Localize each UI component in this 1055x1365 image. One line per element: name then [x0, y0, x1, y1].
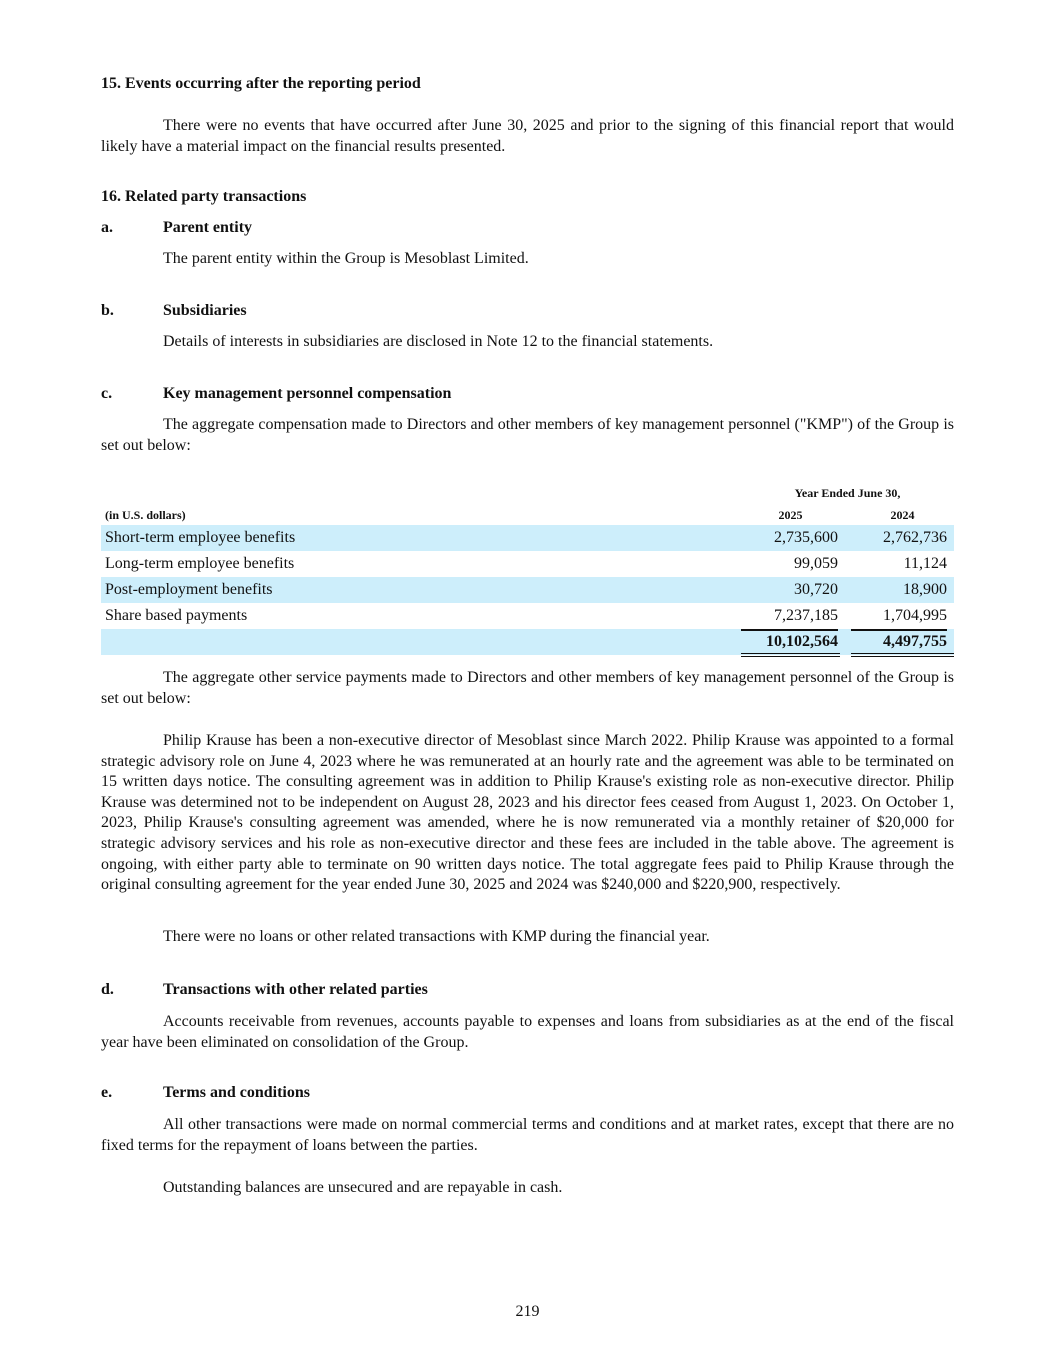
kmp-intro-paragraph: The aggregate compensation made to Directors and other members of key management personnel ("KMP") of the Group is set out below: [101, 416, 954, 454]
year-ended-header: Year Ended June 30, [794, 486, 901, 500]
subsection-e-text-2: Outstanding balances are unsecured and are repayable in cash. [163, 1179, 563, 1196]
subsection-letter: b. [101, 302, 114, 319]
section-15-paragraph: There were no events that have occurred after June 30, 2025 and prior to the signing of this financial report that would likely have a material impact on the financial results presented. [101, 117, 954, 155]
subsection-title: Key management personnel compensation [163, 385, 452, 402]
row-label: Post-employment benefits [105, 581, 273, 598]
subsection-title: Transactions with other related parties [163, 981, 428, 998]
total-2024: 4,497,755 [851, 629, 947, 653]
subsection-d-text: Accounts receivable from revenues, accounts payable to expenses and loans from subsidiaries as at the end of the fiscal year have been eliminated on consolidation of the Group. [101, 1013, 954, 1051]
subsection-a-heading [101, 219, 252, 237]
row-label: Short-term employee benefits [105, 529, 296, 546]
value-2025: 30,720 [794, 581, 838, 598]
no-loans-paragraph: There were no loans or other related transactions with KMP during the financial year. [163, 928, 710, 945]
value-2025: 99,059 [794, 555, 838, 572]
double-underline [851, 653, 954, 657]
krause-paragraph: Philip Krause has been a non-executive director of Mesoblast since March 2022. Philip Krause was appointed to a formal strategic advisory role on June 4, 2023 where he was remunerated at an hourly rate and the agreement was able to be terminated on 15 written days notice. The consulting agreement was in addition to Philip Krause's existing role as non-executive director. Philip Krause was determined not to be independent on August 28, 2023 and his director fees ceased from August 1, 2023. On October 1, 2023, Philip Krause's consulting agreement was amended, where he is now remunerated via a monthly retainer of $20,000 for strategic advisory services and his role as non-executive director and these fees are included in the table above. The agreement is ongoing, with either party able to terminate on 90 written days notice. The total aggregate fees paid to Philip Krause through the original consulting agreement for the year ended June 30, 2025 and 2024 was $240,000 and $220,900, respectively. [101, 732, 954, 894]
value-2024: 1,704,995 [883, 607, 947, 624]
subsection-a-text: The parent entity within the Group is Mesoblast Limited. [163, 250, 529, 267]
unit-label: (in U.S. dollars) [105, 508, 186, 522]
subsection-letter: c. [101, 385, 113, 402]
table-row [101, 577, 954, 603]
other-payments-intro: The aggregate other service payments made to Directors and other members of key management personnel of the Group is set out below: [101, 669, 954, 707]
row-label: Share based payments [105, 607, 248, 624]
table-total-row [101, 629, 954, 655]
page-number: 219 [515, 1303, 540, 1320]
subsection-title: Terms and conditions [163, 1084, 310, 1101]
subsection-d-heading [101, 981, 428, 999]
table-row [101, 603, 954, 629]
table-row [101, 525, 954, 551]
row-label: Long-term employee benefits [105, 555, 295, 572]
table-body [101, 525, 954, 655]
value-2025: 2,735,600 [774, 529, 838, 546]
value-2025: 7,237,185 [774, 607, 838, 624]
subsection-e-heading [101, 1084, 310, 1102]
subsection-title: Subsidiaries [163, 302, 247, 319]
subsection-e-text: All other transactions were made on normal commercial terms and conditions and at market rates, except that there are no fixed terms for the repayment of loans between the parties. [101, 1116, 954, 1154]
double-underline [741, 653, 840, 657]
subsection-letter: d. [101, 981, 114, 998]
subsection-b-heading [101, 302, 247, 320]
subsection-letter: e. [101, 1084, 113, 1101]
total-2025: 10,102,564 [741, 629, 838, 653]
subsection-b-text: Details of interests in subsidiaries are disclosed in Note 12 to the financial statements. [163, 333, 714, 350]
column-header-2025: 2025 [741, 508, 840, 527]
section-16-heading: 16. Related party transactions [101, 188, 307, 205]
section-15-heading: 15. Events occurring after the reporting period [101, 75, 421, 92]
subsection-letter: a. [101, 219, 113, 236]
subsection-title: Parent entity [163, 219, 253, 236]
subsection-c-heading [101, 385, 451, 403]
value-2024: 2,762,736 [883, 529, 947, 546]
column-header-2024: 2024 [851, 508, 954, 527]
value-2024: 18,900 [903, 581, 947, 598]
value-2024: 11,124 [903, 555, 947, 572]
table-row [101, 551, 954, 577]
